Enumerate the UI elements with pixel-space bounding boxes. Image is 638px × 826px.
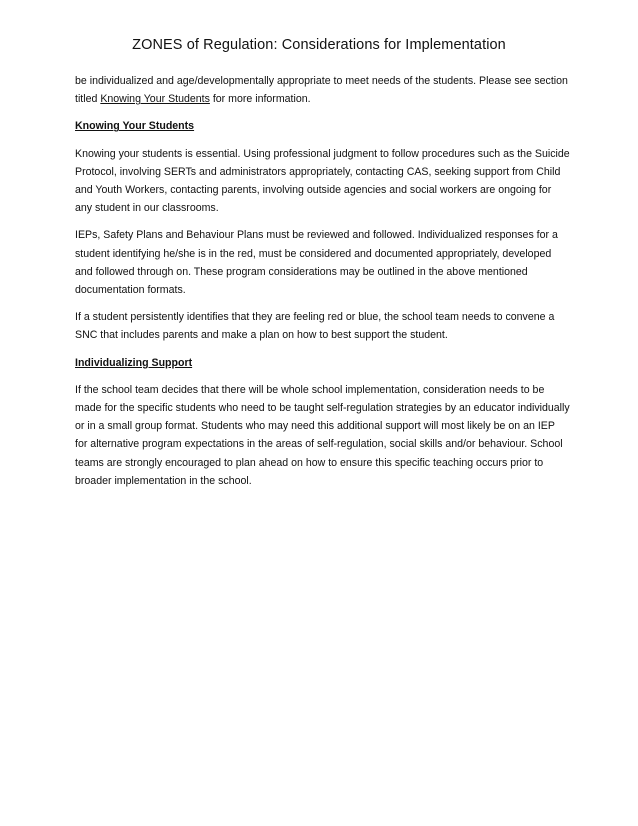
document-body: [75, 72, 570, 499]
paragraph: IEPs, Safety Plans and Behaviour Plans must be reviewed and followed. Individualized responses for a student identifying he/she is in the red, must be considered and documented appropriately, developed and followed through on. These program considerations may be outlined in the above mentioned documentation formats.: [75, 229, 558, 297]
paragraph: If the school team decides that there will be whole school implementation, consideration needs to be made for the specific students who need to be taught self-regulation strategies by an educator individually or in a small group format. Students who may need this additional support will most likely be on an IEP for alternative program expectations in the areas of self-regulation, social skills and/or behaviour. School teams are strongly encouraged to plan ahead on how to ensure this specific teaching occurs prior to broader implementation in the school.: [75, 383, 570, 487]
intro-paragraph: [75, 72, 570, 108]
intro-text-end: for more information.: [209, 93, 311, 106]
paragraph: Knowing your students is essential. Using professional judgment to follow procedures such as the Suicide Protocol, involving SERTs and administrators appropriately, contacting CAS, seeking support from Child and Youth Workers, contacting parents, involving outside agencies and social workers are ongoing for any student in our classrooms.: [75, 147, 570, 215]
knowing-your-students-reference: Knowing Your Students: [100, 93, 210, 106]
paragraph: If a student persistently identifies that they are feeling red or blue, the school team needs to convene a SNC that includes parents and make a plan on how to best support the student.: [75, 311, 555, 342]
section-heading-knowing-your-students: Knowing Your Students: [75, 120, 195, 133]
document-title: ZONES of Regulation: Considerations for Implementation: [132, 37, 506, 53]
intro-text-start: be individualized and age/developmentally appropriate to meet needs of the students. Please see section titled: [75, 75, 568, 106]
section-heading-individualizing-support: Individualizing Support: [75, 356, 193, 369]
